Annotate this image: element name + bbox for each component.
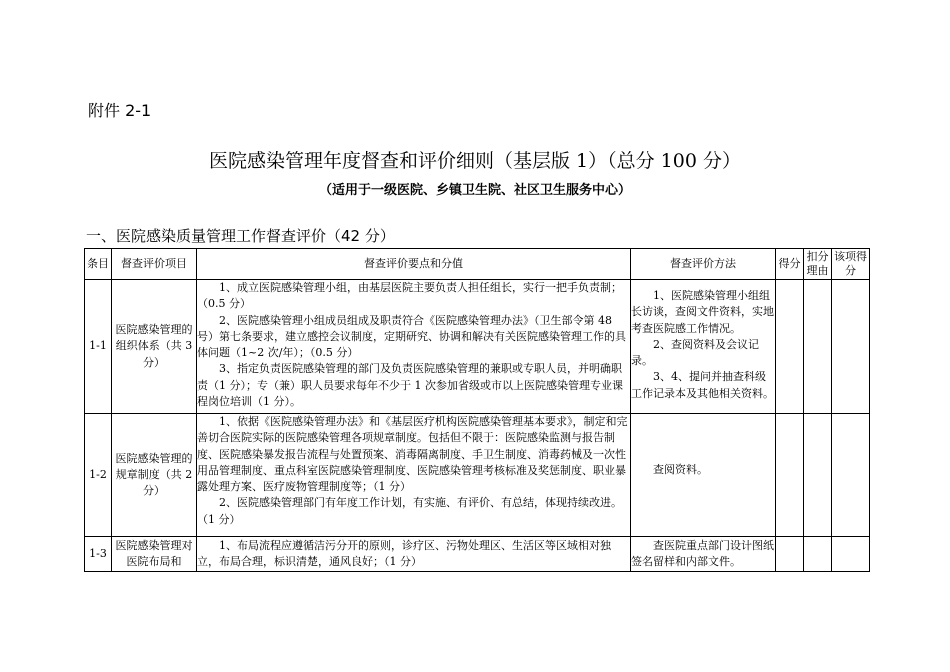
document-subtitle: （适用于一级医院、乡镇卫生院、社区卫生服务中心）	[318, 183, 631, 198]
score-cell[interactable]	[776, 280, 804, 414]
table-header-row	[85, 249, 870, 280]
header-deduct-reason: 扣分理由	[804, 249, 832, 280]
header-score: 得分	[776, 249, 804, 280]
table-row	[85, 537, 870, 572]
header-method: 督查评价方法	[631, 249, 776, 280]
header-points: 督查评价要点和分值	[197, 249, 631, 280]
section-heading: 一、医院感染质量管理工作督查评价（42 分）	[86, 227, 395, 245]
method-text: 查医院重点部门设计图纸签名留样和内部文件。	[631, 539, 774, 569]
header-item-score: 该项得分	[832, 249, 870, 280]
method-text: 2、查阅资料及会议记录。	[631, 337, 759, 368]
method-text: 查阅资料。	[653, 462, 708, 476]
evaluation-table	[84, 248, 870, 572]
method-text: 3、4、提问并抽查科级工作记录本及其他相关资料。	[631, 370, 774, 400]
row-points	[197, 537, 631, 572]
attachment-label: 附件 2-1	[88, 101, 152, 120]
score-cell[interactable]	[776, 414, 804, 537]
row-points	[197, 414, 631, 537]
item-score-cell[interactable]	[832, 537, 870, 572]
row-method	[631, 280, 776, 414]
row-method	[631, 537, 776, 572]
point-text: 2、医院感染管理部门有年度工作计划，有实施、有评价、有总结，体现持续改进。（1 分）	[197, 496, 622, 526]
row-id: 1-1	[85, 280, 112, 414]
header-item: 督查评价项目	[112, 249, 197, 280]
method-text: 1、医院感染管理小组组长访谈，查阅文件资料，实地考查医院感工作情况。	[631, 289, 774, 335]
point-text: 3、指定负责医院感染管理的部门及负责医院感染管理的兼职或专职人员，并明确职责（1 分）；专（兼）职人员要求每年不少于 1 次参加省级或市以上医院感染管理专业课程岗位培训（1 分）。	[197, 362, 623, 409]
row-points	[197, 280, 631, 414]
table-row	[85, 414, 870, 537]
row-method	[631, 414, 776, 537]
deduct-reason-cell[interactable]	[804, 414, 832, 537]
header-id: 条目	[85, 249, 112, 280]
row-item	[112, 537, 197, 572]
point-text: 1、布局流程应遵循洁污分开的原则，诊疗区、污物处理区、生活区等区域相对独立，布局合理，标识清楚，通风良好；（1 分）	[197, 539, 611, 569]
row-id: 1-2	[85, 414, 112, 537]
point-text: 1、成立医院感染管理小组，由基层医院主要负责人担任组长，实行一把手负责制；（0.5 分）	[197, 281, 622, 311]
item-score-cell[interactable]	[832, 414, 870, 537]
score-cell[interactable]	[776, 537, 804, 572]
row-item: 医院感染管理的组织体系（共 3 分）	[112, 280, 197, 414]
row-id: 1-3	[85, 537, 112, 572]
point-text: 1、依据《医院感染管理办法》和《基层医疗机构医院感染管理基本要求》，制定和完善切合医院实际的医院感染管理各项规章制度。包括但不限于：医院感染监测与报告制度、医院感染暴发报告流程与处置预案、消毒隔离制度、手卫生制度、消毒药械及一次性用品管理制度、重点科室医院感染管理制度、医院感染管理考核标准及奖惩制度、职业暴露处理方案、医疗废物管理制度等；（1 分）	[197, 415, 628, 494]
row-item-text: 医院感染管理对医院布局和	[115, 539, 193, 569]
deduct-reason-cell[interactable]	[804, 537, 832, 572]
table-row	[85, 280, 870, 414]
deduct-reason-cell[interactable]	[804, 280, 832, 414]
point-text: 2、医院感染管理小组成员组成及职责符合《医院感染管理办法》（卫生部令第 48 号）第七条要求，建立感控会议制度，定期研究、协调和解决有关医院感染管理工作的具体问题（1~2 次/年）；（0.5 分）	[197, 313, 626, 360]
item-score-cell[interactable]	[832, 280, 870, 414]
row-item: 医院感染管理的规章制度（共 2 分）	[112, 414, 197, 537]
document-title: 医院感染管理年度督查和评价细则（基层版 1）（总分 100 分）	[209, 150, 741, 172]
